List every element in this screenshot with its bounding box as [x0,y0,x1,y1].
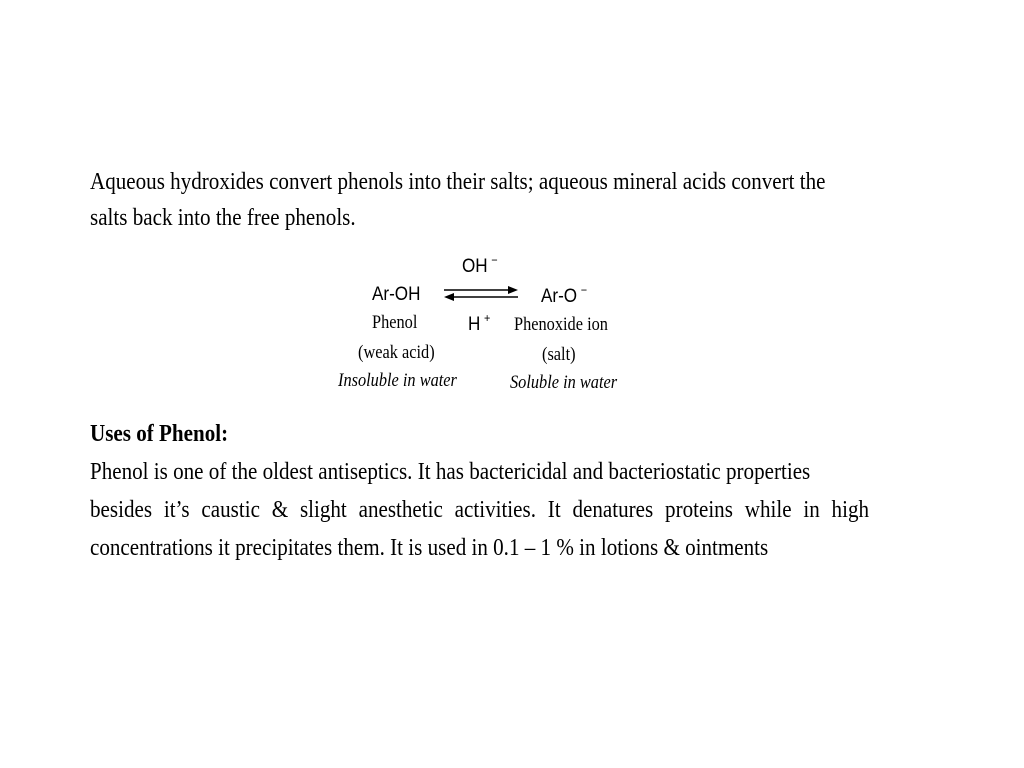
uses-line-2-word: besides [90,496,153,523]
uses-line-2-word: & [271,496,289,523]
uses-line-3: concentrations it precipitates them. It is used in 0.1 – 1 % in lotions & ointments [90,534,769,561]
uses-line-2 [90,491,869,529]
left-solubility: Insoluble in water [338,370,457,391]
right-class: (salt) [542,344,576,365]
uses-paragraph [90,453,870,567]
left-name: Phenol [372,312,418,333]
uses-line-1: Phenol is one of the oldest antiseptics. It has bactericidal and bacteriostatic properties [90,458,811,485]
uses-line-2-word: high [831,496,870,523]
uses-line-2-word: denatures [572,496,654,523]
uses-line-2-word: it’s [163,496,190,523]
uses-line-2-word: anesthetic [358,496,443,523]
intro-line-2: salts back into the free phenols. [90,204,356,231]
uses-line-2-word: slight [299,496,347,523]
reagent-proton: H + [468,311,491,335]
equilibrium-arrows-icon [442,284,520,304]
reaction-scheme [330,250,650,400]
uses-line-2-word: It [547,496,561,523]
right-formula: Ar-O − [541,283,588,307]
uses-heading: Uses of Phenol: [90,420,229,447]
uses-line-2-word: caustic [201,496,260,523]
right-solubility: Soluble in water [510,372,618,393]
intro-paragraph [90,164,826,236]
left-formula: Ar-OH [372,284,421,305]
uses-line-2-word: in [803,496,820,523]
left-class: (weak acid) [358,342,435,363]
uses-line-2-word: activities. [454,496,536,523]
intro-line-1: Aqueous hydroxides convert phenols into their salts; aqueous mineral acids convert the [90,168,826,195]
uses-line-2-word: proteins [665,496,733,523]
right-name: Phenoxide ion [514,314,608,335]
reagent-hydroxide: OH − [462,253,498,277]
uses-line-2-word: while [744,496,792,523]
